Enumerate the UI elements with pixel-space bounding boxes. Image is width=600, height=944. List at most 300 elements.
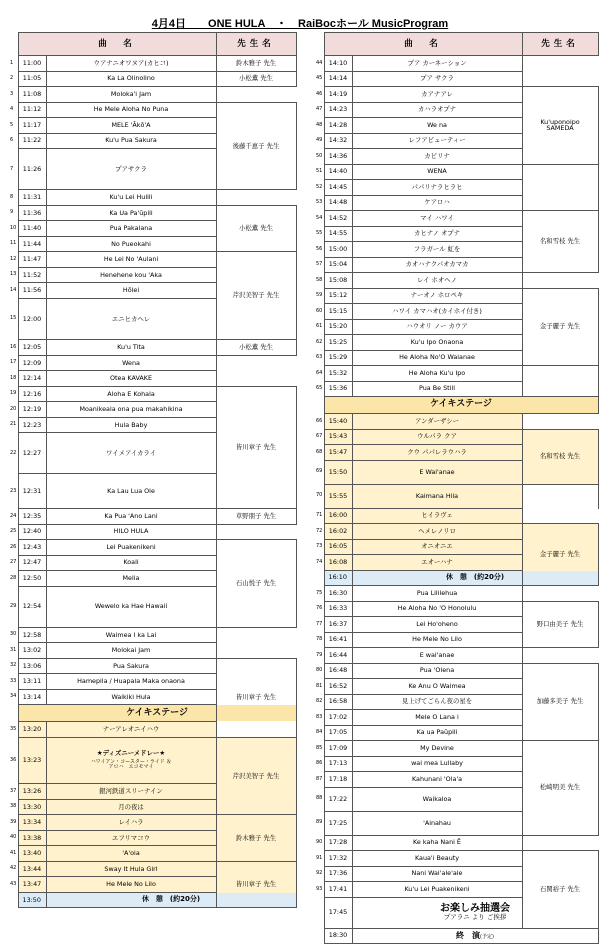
row-song: 月の夜は [46, 799, 216, 815]
row-number: 89 [316, 811, 324, 835]
row-song: レイ ホオヘノ [352, 273, 522, 289]
row-time: 11:17 [18, 118, 46, 134]
row-time: 13:11 [18, 674, 46, 690]
row-song: Moloka'i Jam [46, 87, 216, 103]
row-song: マイ ハワイ [352, 211, 522, 227]
row-song: フラガール 虹を [352, 242, 522, 258]
program-row [10, 71, 296, 87]
row-number: 91 [316, 851, 324, 867]
row-number: 59 [316, 288, 324, 304]
row-song: We na [352, 118, 522, 134]
row-song: Waimea I ka Lai [46, 627, 216, 643]
row-song: Ke kaha Nani Ē [352, 835, 522, 851]
row-number: 7 [10, 149, 18, 190]
row-number: 74 [316, 555, 324, 571]
row-number: 86 [316, 756, 324, 772]
row-number: 76 [316, 601, 324, 617]
song-header: 曲 名 [18, 33, 216, 56]
program-row [316, 71, 598, 87]
row-time: 12:23 [18, 417, 46, 433]
row-song: Aloha E Kohala [46, 386, 216, 402]
row-time: 16:02 [324, 524, 352, 540]
row-song: Waikaloa [352, 787, 522, 811]
row-number: 70 [316, 484, 324, 508]
row-number: 40 [10, 830, 18, 846]
closing-row [316, 928, 598, 944]
song-header: 曲 名 [324, 33, 522, 56]
row-time: 16:41 [324, 632, 352, 648]
row-time: 12:40 [18, 524, 46, 540]
row-number [316, 397, 324, 414]
row-teacher: 小松薫 先生 [216, 205, 296, 252]
program-row [10, 815, 296, 831]
program-row [316, 429, 598, 445]
row-teacher: 芹沢美智子 先生 [216, 737, 296, 815]
stage-header-row [316, 397, 598, 414]
row-time: 15:12 [324, 288, 352, 304]
row-number: 18 [10, 371, 18, 387]
row-song: カオハナクパオカマカ [352, 257, 522, 273]
row-song: エオーハナ [352, 555, 522, 571]
break-time: 16:10 [324, 570, 352, 586]
row-number: 77 [316, 617, 324, 633]
row-time: 12:19 [18, 402, 46, 418]
row-number: 1 [10, 56, 18, 72]
row-number: 87 [316, 772, 324, 788]
row-time: 14:48 [324, 195, 352, 211]
row-song: He Aloha Ku'u Ipo [352, 366, 522, 382]
program-row [316, 648, 598, 664]
row-number: 28 [10, 571, 18, 587]
row-number: 38 [10, 799, 18, 815]
program-row [316, 56, 598, 72]
row-song: 'Ainahau [352, 811, 522, 835]
row-teacher: 鈴木雅子 先生 [216, 56, 296, 72]
row-time: 15:15 [324, 304, 352, 320]
row-song: Wewelo ka Hae Hawaii [46, 586, 216, 627]
row-song: Ke Anu O Waimea [352, 679, 522, 695]
program-row [10, 371, 296, 387]
row-time: 17:02 [324, 710, 352, 726]
row-time: 12:47 [18, 555, 46, 571]
row-number: 16 [10, 340, 18, 356]
row-time: 16:48 [324, 663, 352, 679]
row-number: 11 [10, 236, 18, 252]
row-time: 14:52 [324, 211, 352, 227]
row-number: 78 [316, 632, 324, 648]
row-number: 39 [10, 815, 18, 831]
row-number: 13 [10, 267, 18, 283]
stage-header: ケイキステージ [18, 705, 296, 722]
row-song: Pua 'Olena [352, 663, 522, 679]
row-number [316, 897, 324, 928]
closing-time: 18:30 [324, 928, 352, 944]
row-song: No Pueokahi [46, 236, 216, 252]
row-time: 11:44 [18, 236, 46, 252]
row-teacher: 小松薫 先生 [216, 340, 296, 356]
row-song: パパリナラヒラヒ [352, 180, 522, 196]
row-time: 11:56 [18, 283, 46, 299]
row-number: 19 [10, 386, 18, 402]
closing-label: 終 演 [456, 930, 481, 940]
row-time: 12:16 [18, 386, 46, 402]
row-song: アンダーザシー [352, 414, 522, 430]
row-song: Ka ua Paūpili [352, 725, 522, 741]
row-teacher: 草野朋子 先生 [216, 509, 296, 525]
row-time: 11:47 [18, 252, 46, 268]
row-number: 35 [10, 722, 18, 738]
row-song: Otea KAVAKE [46, 371, 216, 387]
row-time: 13:40 [18, 846, 46, 862]
row-song: Melia [46, 571, 216, 587]
row-number: 90 [316, 835, 324, 851]
row-time: 14:14 [324, 71, 352, 87]
break-time: 13:50 [18, 892, 46, 908]
row-time: 12:31 [18, 474, 46, 509]
closing-cell [352, 928, 598, 944]
row-number: 73 [316, 539, 324, 555]
row-number: 82 [316, 694, 324, 710]
row-song: ヒイラヴェ [352, 508, 522, 524]
row-time: 11:00 [18, 56, 46, 72]
row-time: 11:52 [18, 267, 46, 283]
program-row [10, 87, 296, 103]
program-row [10, 627, 296, 643]
row-time: 12:43 [18, 540, 46, 556]
row-song: Sway It Hula Girl [46, 861, 216, 877]
program-row [10, 102, 296, 118]
row-time: 14:55 [324, 226, 352, 242]
row-number: 50 [316, 149, 324, 165]
row-time: 16:58 [324, 694, 352, 710]
row-song: 銀河鉄道スリーナイン [46, 784, 216, 800]
row-time: 12:58 [18, 627, 46, 643]
row-teacher: 小松薫 先生 [216, 71, 296, 87]
row-teacher: 石関裕子 先生 [522, 851, 598, 929]
row-song: ナーオノ ホロペキ [352, 288, 522, 304]
row-time: 15:40 [324, 414, 352, 430]
row-number: 22 [10, 433, 18, 474]
program-row [316, 414, 598, 430]
row-number: 52 [316, 180, 324, 196]
row-number: 20 [10, 402, 18, 418]
lottery-cell [352, 897, 598, 928]
row-number: 67 [316, 429, 324, 445]
program-row [316, 164, 598, 180]
row-time: 15:55 [324, 484, 352, 508]
row-teacher: 金子麗子 先生 [522, 524, 598, 586]
row-time: 14:23 [324, 102, 352, 118]
lottery-row [316, 897, 598, 928]
row-time: 12:27 [18, 433, 46, 474]
row-song: Hamepila / Huapala Maka onaona [46, 674, 216, 690]
row-time: 14:32 [324, 133, 352, 149]
program-row [316, 601, 598, 617]
row-teacher: 皆川章子 先生 [216, 658, 296, 737]
row-song: E wai'anae [352, 648, 522, 664]
page-title: 4月4日 ONE HULA ・ RaiBocホール MusicProgram [151, 18, 449, 30]
row-number: 4 [10, 102, 18, 118]
row-song: Kahunani 'Ola'a [352, 772, 522, 788]
row-song: ウルパラ クア [352, 429, 522, 445]
row-song: Lei Ho'oheno [352, 617, 522, 633]
program-row [10, 205, 296, 221]
row-number: 31 [10, 643, 18, 659]
row-time: 11:36 [18, 205, 46, 221]
row-time: 12:35 [18, 509, 46, 525]
row-song: He Mele No Lilo [352, 632, 522, 648]
row-time: 17:13 [324, 756, 352, 772]
row-time: 16:33 [324, 601, 352, 617]
row-time: 16:30 [324, 586, 352, 602]
program-row [316, 180, 598, 196]
row-time: 11:40 [18, 221, 46, 237]
program-row [316, 288, 598, 304]
row-time: 14:40 [324, 164, 352, 180]
program-row [316, 586, 598, 602]
row-number: 83 [316, 710, 324, 726]
program-row [316, 211, 598, 227]
row-number: 69 [316, 460, 324, 484]
row-time: 13:38 [18, 830, 46, 846]
row-time: 12:54 [18, 586, 46, 627]
row-song: Ku'u Ipo Onaona [352, 335, 522, 351]
row-number: 92 [316, 866, 324, 882]
row-song: Mele O Lana i [352, 710, 522, 726]
row-number: 63 [316, 350, 324, 366]
row-song: エニヒカヘレ [46, 298, 216, 339]
row-teacher: 名和雪枝 先生 [522, 211, 598, 273]
row-number: 25 [10, 524, 18, 540]
row-number: 36 [10, 737, 18, 784]
row-time: 12:00 [18, 298, 46, 339]
row-song: カアナアレ [352, 87, 522, 103]
row-number: 55 [316, 226, 324, 242]
row-number: 85 [316, 741, 324, 757]
row-song: ケアロハ [352, 195, 522, 211]
row-teacher: 松崎明美 先生 [522, 741, 598, 836]
row-song: カハラオプナ [352, 102, 522, 118]
row-number: 46 [316, 87, 324, 103]
break-row [10, 892, 296, 908]
lottery-time: 17:45 [324, 897, 352, 928]
program-row [316, 273, 598, 289]
row-number: 65 [316, 381, 324, 397]
row-song: エフリマコウ [46, 830, 216, 846]
row-number: 79 [316, 648, 324, 664]
row-time: 17:32 [324, 851, 352, 867]
row-song: Nani Wai'ale'ale [352, 866, 522, 882]
row-number: 6 [10, 133, 18, 149]
row-number: 43 [10, 877, 18, 893]
break-label: 休 憩 (約20分) [352, 570, 598, 586]
lottery-subtitle: プアラニ より ご挨拶 [443, 913, 507, 922]
row-teacher: Ku'uponoipo SAMEDA [522, 87, 598, 165]
row-number: 62 [316, 335, 324, 351]
row-number: 42 [10, 861, 18, 877]
row-teacher: 鈴木雅子 先生 [216, 815, 296, 862]
row-song: WENA [352, 164, 522, 180]
row-number: 30 [10, 627, 18, 643]
row-time: 16:52 [324, 679, 352, 695]
program-row [316, 366, 598, 382]
program-row [10, 540, 296, 556]
break-row [316, 570, 598, 586]
row-song: カヒナノ オプナ [352, 226, 522, 242]
row-number [10, 892, 18, 908]
row-time: 17:36 [324, 866, 352, 882]
row-teacher: 皆川章子 先生 [216, 386, 296, 508]
row-song: Ku'u Tita [46, 340, 216, 356]
row-song: ハワイ カマハオ(カイホイ付き) [352, 304, 522, 320]
row-time: 11:12 [18, 102, 46, 118]
row-song: MELE 'Ākō'A [46, 118, 216, 134]
row-number: 93 [316, 882, 324, 898]
row-number: 12 [10, 252, 18, 268]
row-number: 54 [316, 211, 324, 227]
row-number: 56 [316, 242, 324, 258]
row-song: Pua Sakura [46, 658, 216, 674]
program-row [10, 340, 296, 356]
row-time: 14:28 [324, 118, 352, 134]
row-time: 13:20 [18, 722, 46, 738]
program-row [316, 835, 598, 851]
program-table-right [316, 32, 599, 944]
row-number: 68 [316, 445, 324, 461]
row-song: Pua Be Still [352, 381, 522, 397]
row-song: Hōlei [46, 283, 216, 299]
row-number: 37 [10, 784, 18, 800]
program-row [316, 87, 598, 103]
program-row [316, 524, 598, 540]
row-time: 12:05 [18, 340, 46, 356]
row-teacher: 石山悦子 先生 [216, 540, 296, 628]
row-teacher: 名和雪枝 先生 [522, 429, 598, 484]
row-number: 61 [316, 319, 324, 335]
row-time: 11:08 [18, 87, 46, 103]
row-number: 45 [316, 71, 324, 87]
row-song: Pua Lililehua [352, 586, 522, 602]
row-time: 16:37 [324, 617, 352, 633]
row-time: 14:19 [324, 87, 352, 103]
row-number: 72 [316, 524, 324, 540]
closing-note: (予定) [480, 933, 494, 940]
row-number [10, 705, 18, 722]
row-song: Ku'u Lei Puakenikeni [352, 882, 522, 898]
row-song: Koali [46, 555, 216, 571]
row-song: E Wai'anae [352, 460, 522, 484]
row-time: 14:36 [324, 149, 352, 165]
row-time: 15:25 [324, 335, 352, 351]
row-time: 17:41 [324, 882, 352, 898]
lottery-title: お楽しみ抽選会 [440, 902, 510, 914]
row-time: 12:09 [18, 355, 46, 371]
program-row [10, 861, 296, 877]
row-time: 15:43 [324, 429, 352, 445]
row-time: 15:00 [324, 242, 352, 258]
program-row [316, 508, 598, 524]
row-number: 9 [10, 205, 18, 221]
row-number: 47 [316, 102, 324, 118]
row-time: 17:18 [324, 772, 352, 788]
row-time: 15:20 [324, 319, 352, 335]
row-time: 17:25 [324, 811, 352, 835]
row-teacher: 芹沢美智子 先生 [216, 252, 296, 340]
row-song: He Aloha No'O Waianae [352, 350, 522, 366]
row-song: 見上げてごらん夜の星を [352, 694, 522, 710]
program-row [316, 851, 598, 867]
song-title: ★ディズニーメドレー★ [96, 749, 166, 758]
row-song: ハウオリ ノー カウア [352, 319, 522, 335]
row-song: レイハラ [46, 815, 216, 831]
program-row [10, 643, 296, 659]
row-song: ナーアレオニイハウ [46, 722, 216, 738]
row-song: プアサクラ [46, 149, 216, 190]
program-row [316, 484, 598, 508]
program-row [10, 658, 296, 674]
row-song: Hula Baby [46, 417, 216, 433]
teacher-header: 先生名 [216, 33, 296, 56]
row-song: He Lei No 'Aulani [46, 252, 216, 268]
row-song: ワイメアイカライ [46, 433, 216, 474]
row-number: 21 [10, 417, 18, 433]
row-number: 3 [10, 87, 18, 103]
row-number: 2 [10, 71, 18, 87]
row-song [46, 737, 216, 784]
row-song: My Devine [352, 741, 522, 757]
row-time: 13:47 [18, 877, 46, 893]
row-number: 48 [316, 118, 324, 134]
row-number: 58 [316, 273, 324, 289]
row-time: 15:36 [324, 381, 352, 397]
program-row [10, 509, 296, 525]
row-number: 27 [10, 555, 18, 571]
row-song: Kaua'i Beauty [352, 851, 522, 867]
row-time: 11:26 [18, 149, 46, 190]
row-time: 13:23 [18, 737, 46, 784]
row-song: オニオニエ [352, 539, 522, 555]
program-row [316, 663, 598, 679]
row-song: He Mele No Lilo [46, 877, 216, 893]
row-song: Pua Pakalana [46, 221, 216, 237]
row-time: 11:05 [18, 71, 46, 87]
row-song: Lei Puakenikeni [46, 540, 216, 556]
row-time: 13:26 [18, 784, 46, 800]
row-number: 66 [316, 414, 324, 430]
row-time: 15:32 [324, 366, 352, 382]
row-number: 49 [316, 133, 324, 149]
row-time: 17:22 [324, 787, 352, 811]
row-time: 17:28 [324, 835, 352, 851]
row-number: 29 [10, 586, 18, 627]
row-number: 15 [10, 298, 18, 339]
row-song: Ka Ua Pa'ūpili [46, 205, 216, 221]
row-time: 15:08 [324, 273, 352, 289]
row-time: 15:04 [324, 257, 352, 273]
row-song: ヘメレノリロ [352, 524, 522, 540]
row-song: プア カーネーション [352, 56, 522, 72]
song-subtitle: アロハ エコモマイ [108, 764, 154, 771]
program-row [10, 524, 296, 540]
row-song: wai mea Lullaby [352, 756, 522, 772]
row-time: 14:45 [324, 180, 352, 196]
row-number: 32 [10, 658, 18, 674]
row-song: Waikiki Hula [46, 689, 216, 705]
row-number: 75 [316, 586, 324, 602]
row-number: 26 [10, 540, 18, 556]
row-song: Moanikeala ona pua makahikina [46, 402, 216, 418]
row-song: カピリナ [352, 149, 522, 165]
